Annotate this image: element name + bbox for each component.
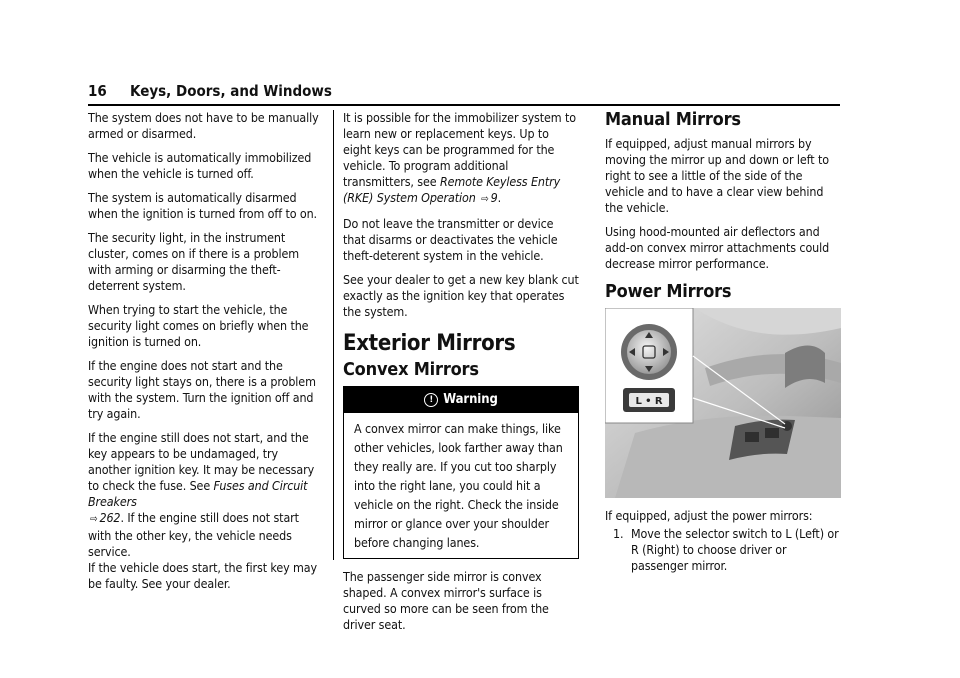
heading-exterior-mirrors: Exterior Mirrors (343, 331, 516, 356)
paragraph: Using hood-mounted air deflectors and add-on convex mirror attachments could decrease mirror performance. (605, 224, 830, 271)
column-divider (333, 110, 334, 560)
paragraph: If equipped, adjust the power mirrors: (605, 508, 813, 523)
paragraph: See your dealer to get a new key blank cut exactly as the ignition key that operates the system. (343, 272, 579, 319)
paragraph: The system does not have to be manually armed or disarmed. (88, 110, 319, 141)
paragraph: If equipped, adjust manual mirrors by moving the mirror up and down or left to right to see a little of the side of the vehicle and to have a clear view behind the vehicle. (605, 136, 829, 215)
list-text: Move the selector switch to L (Left) or R (Right) to choose driver or passenger mirror. (631, 526, 839, 573)
paragraph: Do not leave the transmitter or device that disarms or deactivates the vehicle theft-deterent system in the vehicle. (343, 216, 558, 263)
paragraph: When trying to start the vehicle, the security light comes on briefly when the ignition is turned on. (88, 302, 309, 349)
cross-reference-link[interactable]: Remote Keyless Entry (RKE) System Operation (343, 174, 561, 205)
lr-switch-label: L • R (635, 396, 663, 407)
warning-header (344, 387, 578, 413)
list-item (605, 526, 841, 574)
header-rule (88, 104, 840, 106)
page-reference[interactable]: 262 (99, 510, 121, 525)
column-3 (605, 110, 841, 574)
column-1 (88, 110, 324, 600)
column-2 (343, 110, 579, 641)
heading-power-mirrors: Power Mirrors (605, 281, 732, 302)
list-number: 1. (613, 526, 624, 541)
paragraph: The vehicle is automatically immobilized when the vehicle is turned off. (88, 150, 312, 181)
paragraph-programming-keys: It is possible for the immobilizer system to learn new or replacement keys. Up to eight keys can be programmed for the vehicle. To program additional transmitters, see Remote Keyless Entry (RKE) System Operation ⇨ 9. (343, 110, 576, 205)
heading-convex-mirrors: Convex Mirrors (343, 359, 479, 380)
page-reference-arrow-icon: ⇨ (90, 514, 98, 525)
warning-text: A convex mirror can make things, like other vehicles, look farther away than they really are. If you cut too sharply into the right lane, you could hit a vehicle on the right. Check the inside mirror or glance over your shoulder before changing lanes. (354, 421, 563, 550)
window-switch (765, 428, 779, 438)
paragraph-fuse-reference: If the engine still does not start, and the key appears to be undamaged, try another ignition key. It may be necessary to check the fuse. See Fuses and Circuit Breakers ⇨ 262. If the engine still does not start with the other key, the vehicle needs service. (88, 430, 315, 559)
paragraph: The passenger side mirror is convex shaped. A convex mirror's surface is curved so more can be seen from the driver seat. (343, 569, 549, 632)
paragraph: If the engine does not start and the security light stays on, there is a problem with the system. Turn the ignition off and try again. (88, 358, 316, 421)
page-header (88, 82, 840, 104)
instruction-list (605, 526, 841, 574)
page-number: 16 (88, 82, 107, 100)
section-title: Keys, Doors, and Windows (130, 82, 332, 100)
page-reference[interactable]: 9 (490, 190, 498, 205)
heading-manual-mirrors: Manual Mirrors (605, 109, 741, 130)
warning-box (343, 386, 579, 559)
warning-icon: ! (424, 393, 438, 407)
paragraph: The system is automatically disarmed when the ignition is turned from off to on. (88, 190, 317, 221)
cross-reference-link[interactable]: Fuses and Circuit Breakers (88, 478, 308, 509)
paragraph: The security light, in the instrument cluster, comes on if there is a problem with arming or disarming the theft-deterrent system. (88, 230, 300, 293)
paragraph: If the vehicle does start, the first key may be faulty. See your dealer. (88, 560, 318, 591)
window-switch (745, 432, 759, 442)
power-mirror-control-figure (605, 308, 841, 498)
warning-title: Warning (443, 392, 498, 407)
page-reference-arrow-icon: ⇨ (481, 194, 489, 205)
